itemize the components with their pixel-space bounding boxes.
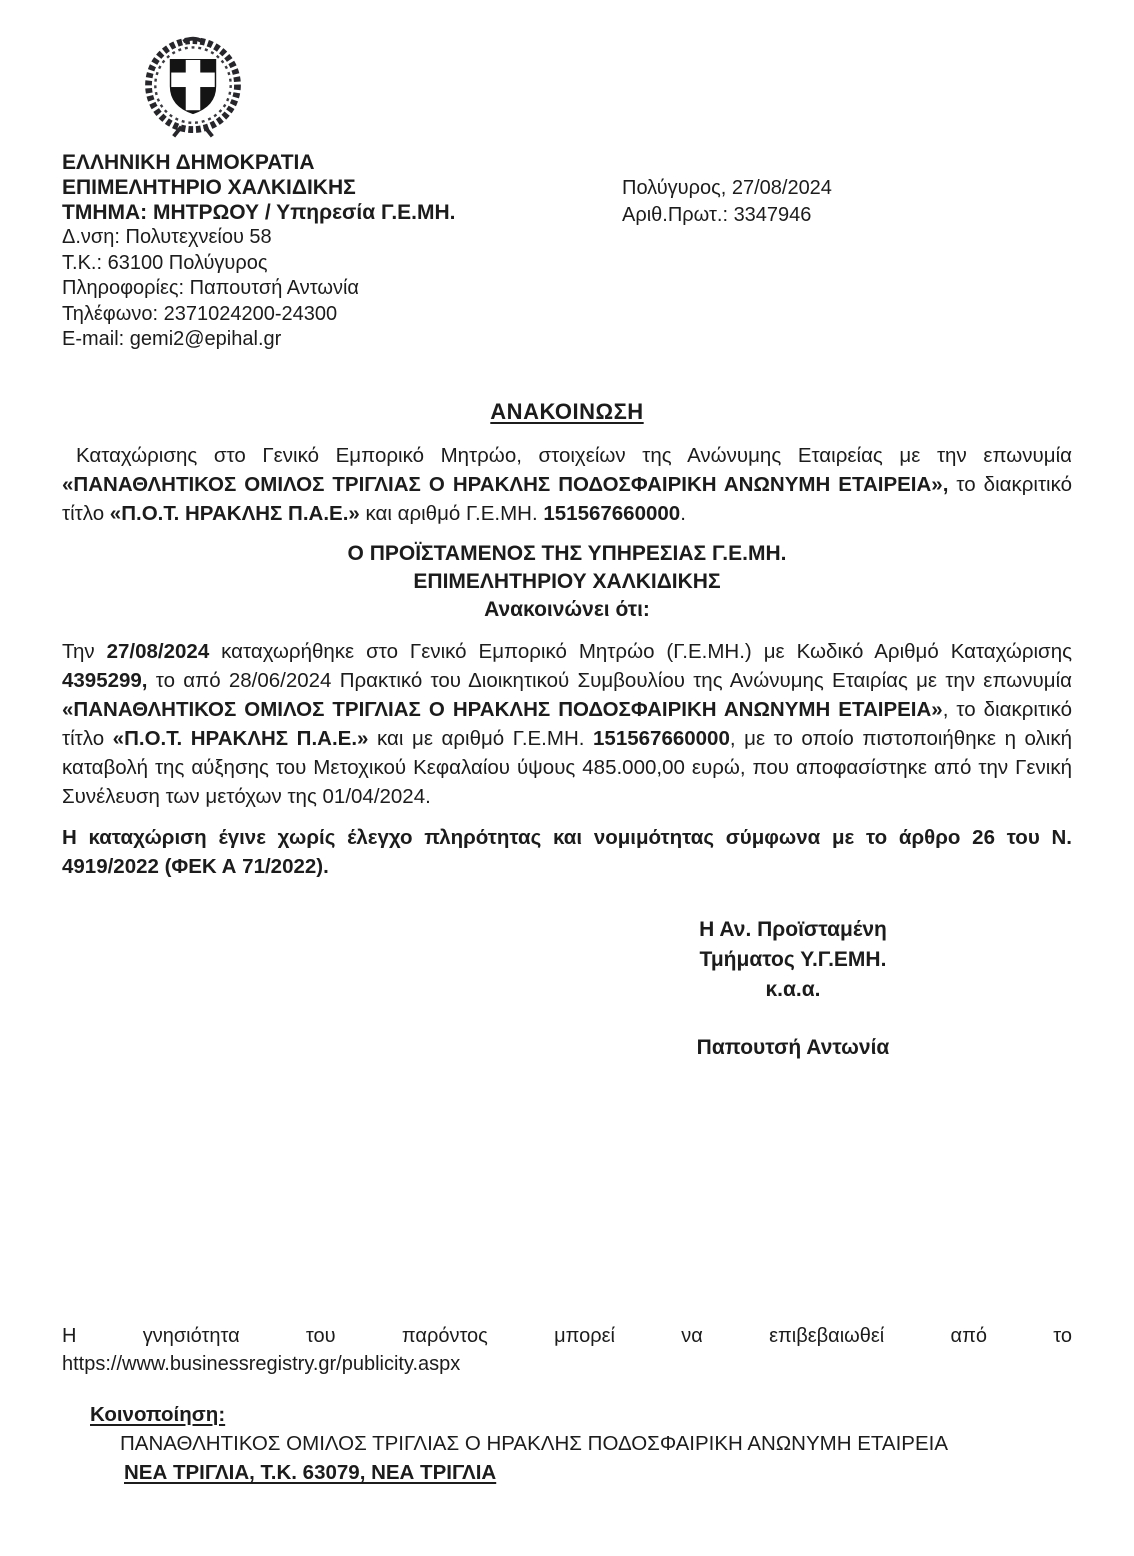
- signatory-title-line-3: κ.α.α.: [765, 977, 821, 1001]
- authority-line-chamber: ΕΠΙΜΕΛΗΤΗΡΙΟ ΧΑΛΚΙΔΙΚΗΣ: [62, 176, 356, 199]
- signatory-title-line-2: Τμήματος Υ.Γ.ΕΜΗ.: [699, 947, 887, 971]
- registration-body-paragraph: Την 27/08/2024 καταχωρήθηκε στο Γενικό Εμπορικό Μητρώο (Γ.Ε.ΜΗ.) με Κωδικό Αριθμό Καταχώρισης 4395299, το από 28/06/2024 Πρακτικό του Διοικητικού Συμβουλίου της Ανώνυμης Εταιρίας με την επωνυμία «ΠΑΝΑΘΛΗΤΙΚΟΣ ΟΜΙΛΟΣ ΤΡΙΓΛΙΑΣ Ο ΗΡΑΚΛΗΣ ΠΟΔΟΣΦΑΙΡΙΚΗ ΑΝΩΝΥΜΗ ΕΤΑΙΡΕΙΑ», το διακριτικό τίτλο «Π.Ο.Τ. ΗΡΑΚΛΗΣ Π.Α.Ε.» και με αριθμό Γ.Ε.ΜΗ. 151567660000, με το οποίο πιστοποιήθηκε η ολική καταβολή της αύξησης του Μετοχικού Κεφαλαίου ύψους 485.000,00 ευρώ, που αποφασίστηκε από την Γενική Συνέλευση των μετόχων της 01/04/2024.: [62, 639, 1073, 808]
- notification-recipient: ΠΑΝΑΘΛΗΤΙΚΟΣ ΟΜΙΛΟΣ ΤΡΙΓΛΙΑΣ Ο ΗΡΑΚΛΗΣ ΠΟΔΟΣΦΑΙΡΙΚΗ ΑΝΩΝΥΜΗ ΕΤΑΙΡΕΙΑ: [120, 1432, 948, 1455]
- footer-area: [62, 1322, 1072, 1487]
- announcer-line-2: ΕΠΙΜΕΛΗΤΗΡΙΟΥ ΧΑΛΚΙΔΙΚΗΣ: [413, 569, 721, 593]
- announcer-line-1: Ο ΠΡΟΪΣΤΑΜΕΝΟΣ ΤΗΣ ΥΠΗΡΕΣΙΑΣ Γ.Ε.ΜΗ.: [347, 541, 787, 565]
- verification-text: Η γνησιότητα του παρόντος μπορεί να επιβεβαιωθεί από το: [62, 1325, 1072, 1347]
- verification-url: https://www.businessregistry.gr/publicity.aspx: [62, 1353, 461, 1375]
- contact-information-person: Πληροφορίες: Παπουτσή Αντωνία: [62, 277, 359, 299]
- authority-line-republic: ΕΛΛΗΝΙΚΗ ΔΗΜΟΚΡΑΤΙΑ: [62, 151, 315, 174]
- notification-label: Κοινοποίηση:: [90, 1403, 226, 1426]
- intro-paragraph: Καταχώρισης στο Γενικό Εμπορικό Μητρώο, στοιχείων της Ανώνυμης Εταιρείας με την επωνυμία «ΠΑΝΑΘΛΗΤΙΚΟΣ ΟΜΙΛΟΣ ΤΡΙΓΛΙΑΣ Ο ΗΡΑΚΛΗΣ ΠΟΔΟΣΦΑΙΡΙΚΗ ΑΝΩΝΥΜΗ ΕΤΑΙΡΕΙΑ», το διακριτικό τίτλο «Π.Ο.Τ. ΗΡΑΚΛΗΣ Π.Α.Ε.» και αριθμό Γ.Ε.ΜΗ. 151567660000.: [62, 443, 1072, 525]
- signatory-title-line-1: Η Αν. Προϊσταμένη: [699, 917, 887, 941]
- announcer-heading: [62, 540, 1072, 624]
- protocol-number: Αριθ.Πρωτ.: 3347946: [622, 204, 812, 226]
- notification-block: [62, 1400, 1072, 1487]
- announcer-line-3: Ανακοινώνει ότι:: [484, 597, 650, 621]
- document-title: ΑΝΑΚΟΙΝΩΣΗ: [490, 398, 644, 424]
- signatory-name: Παπουτσή Αντωνία: [696, 1035, 890, 1059]
- contact-postal-code: Τ.Κ.: 63100 Πολύγυρος: [62, 251, 268, 274]
- contact-email: E-mail: gemi2@epihal.gr: [62, 328, 282, 350]
- legal-notice-paragraph: Η καταχώριση έγινε χωρίς έλεγχο πληρότητας και νομιμότητας σύμφωνα με το άρθρο 26 του Ν. 4919/2022 (ΦΕΚ Α 71/2022).: [62, 825, 1072, 878]
- contact-phone: Τηλέφωνο: 2371024200-24300: [62, 302, 338, 325]
- document-header: [62, 150, 1072, 353]
- authority-line-department: ΤΜΗΜΑ: ΜΗΤΡΩΟΥ / Υπηρεσία Γ.Ε.ΜΗ.: [62, 201, 456, 224]
- place-and-date: Πολύγυρος, 27/08/2024: [622, 177, 832, 199]
- date-protocol-block: [622, 150, 832, 353]
- notification-address: ΝΕΑ ΤΡΙΓΛΙΑ, Τ.Κ. 63079, ΝΕΑ ΤΡΙΓΛΙΑ: [124, 1461, 497, 1484]
- contact-address: Δ.νση: Πολυτεχνείου 58: [62, 226, 272, 248]
- greek-coat-of-arms-icon: [126, 30, 260, 146]
- issuing-authority-block: [62, 150, 622, 353]
- signature-block: [608, 915, 978, 1063]
